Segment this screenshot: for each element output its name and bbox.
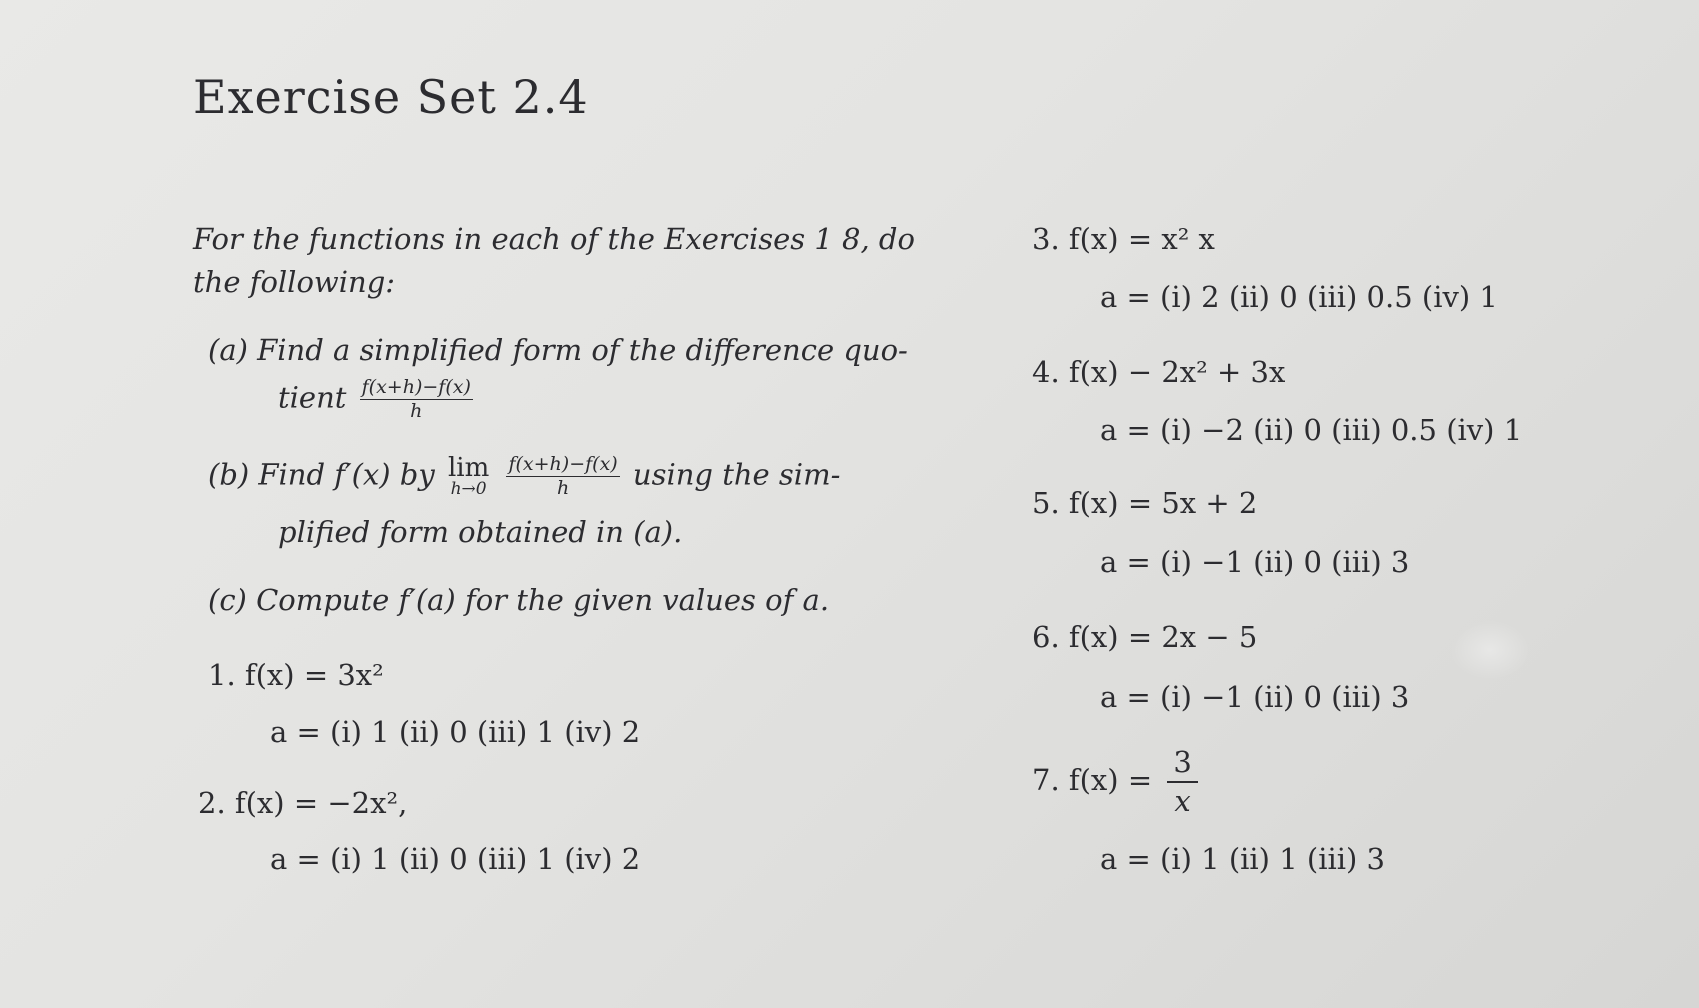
- difference-quotient-numerator: f(x+h)−f(x): [361, 376, 471, 398]
- limit-fraction: [506, 455, 619, 498]
- exercise-7-values: a = (i) 1 (ii) 1 (iii) 3: [1100, 842, 1386, 876]
- exercise-2-values: a = (i) 1 (ii) 0 (iii) 1 (iv) 2: [270, 842, 641, 876]
- part-b-tail: using the sim-: [632, 457, 841, 492]
- exercise-1-function: 1. f(x) = 3x²: [208, 658, 384, 692]
- exercise-4-values: a = (i) −2 (ii) 0 (iii) 0.5 (iv) 1: [1100, 413, 1523, 447]
- exercise-7-function: [1032, 745, 1198, 818]
- exercise-7-numerator: 3: [1167, 748, 1197, 783]
- exercise-2-function: 2. f(x) = −2x²,: [198, 786, 408, 820]
- limit-fraction-denominator: h: [556, 477, 570, 499]
- limit-fraction-numerator: f(x+h)−f(x): [508, 453, 618, 475]
- exercise-3-function: 3. f(x) = x² x: [1032, 222, 1215, 256]
- limit-subscript: h→0: [450, 479, 487, 499]
- part-b-line-1: [208, 455, 840, 498]
- intro-line-2: the following:: [193, 265, 396, 299]
- photo-glare: [1450, 620, 1530, 680]
- intro-line-1: For the functions in each of the Exercises 1 8, do: [193, 222, 915, 256]
- exercise-5-values: a = (i) −1 (ii) 0 (iii) 3: [1100, 545, 1410, 579]
- exercise-6-values: a = (i) −1 (ii) 0 (iii) 3: [1100, 680, 1410, 714]
- part-a-line-2: [278, 378, 477, 421]
- limit-expression: [448, 455, 489, 498]
- exercise-5-function: 5. f(x) = 5x + 2: [1032, 486, 1258, 520]
- exercise-6-function: 6. f(x) = 2x − 5: [1032, 620, 1258, 654]
- part-b-line-2: plified form obtained in (a).: [278, 515, 683, 549]
- exercise-3-values: a = (i) 2 (ii) 0 (iii) 0.5 (iv) 1: [1100, 280, 1498, 314]
- part-a-tient: tient: [278, 380, 347, 415]
- exercise-1-values: a = (i) 1 (ii) 0 (iii) 1 (iv) 2: [270, 715, 641, 749]
- difference-quotient-fraction: [360, 378, 473, 421]
- exercise-7-denominator: x: [1174, 784, 1191, 818]
- exercise-set-title: Exercise Set 2.4: [193, 70, 589, 124]
- exercise-7-lead: 7. f(x) =: [1032, 763, 1153, 797]
- part-c-line: (c) Compute f′(a) for the given values of a.: [208, 583, 830, 617]
- limit-label: lim: [447, 453, 490, 483]
- part-a-line-1: (a) Find a simplified form of the difference quo-: [208, 333, 908, 367]
- difference-quotient-denominator: h: [410, 400, 423, 422]
- exercise-7-fraction: [1167, 745, 1197, 818]
- part-b-lead: (b) Find f′(x) by: [208, 457, 435, 492]
- exercise-4-function: 4. f(x) − 2x² + 3x: [1032, 355, 1286, 389]
